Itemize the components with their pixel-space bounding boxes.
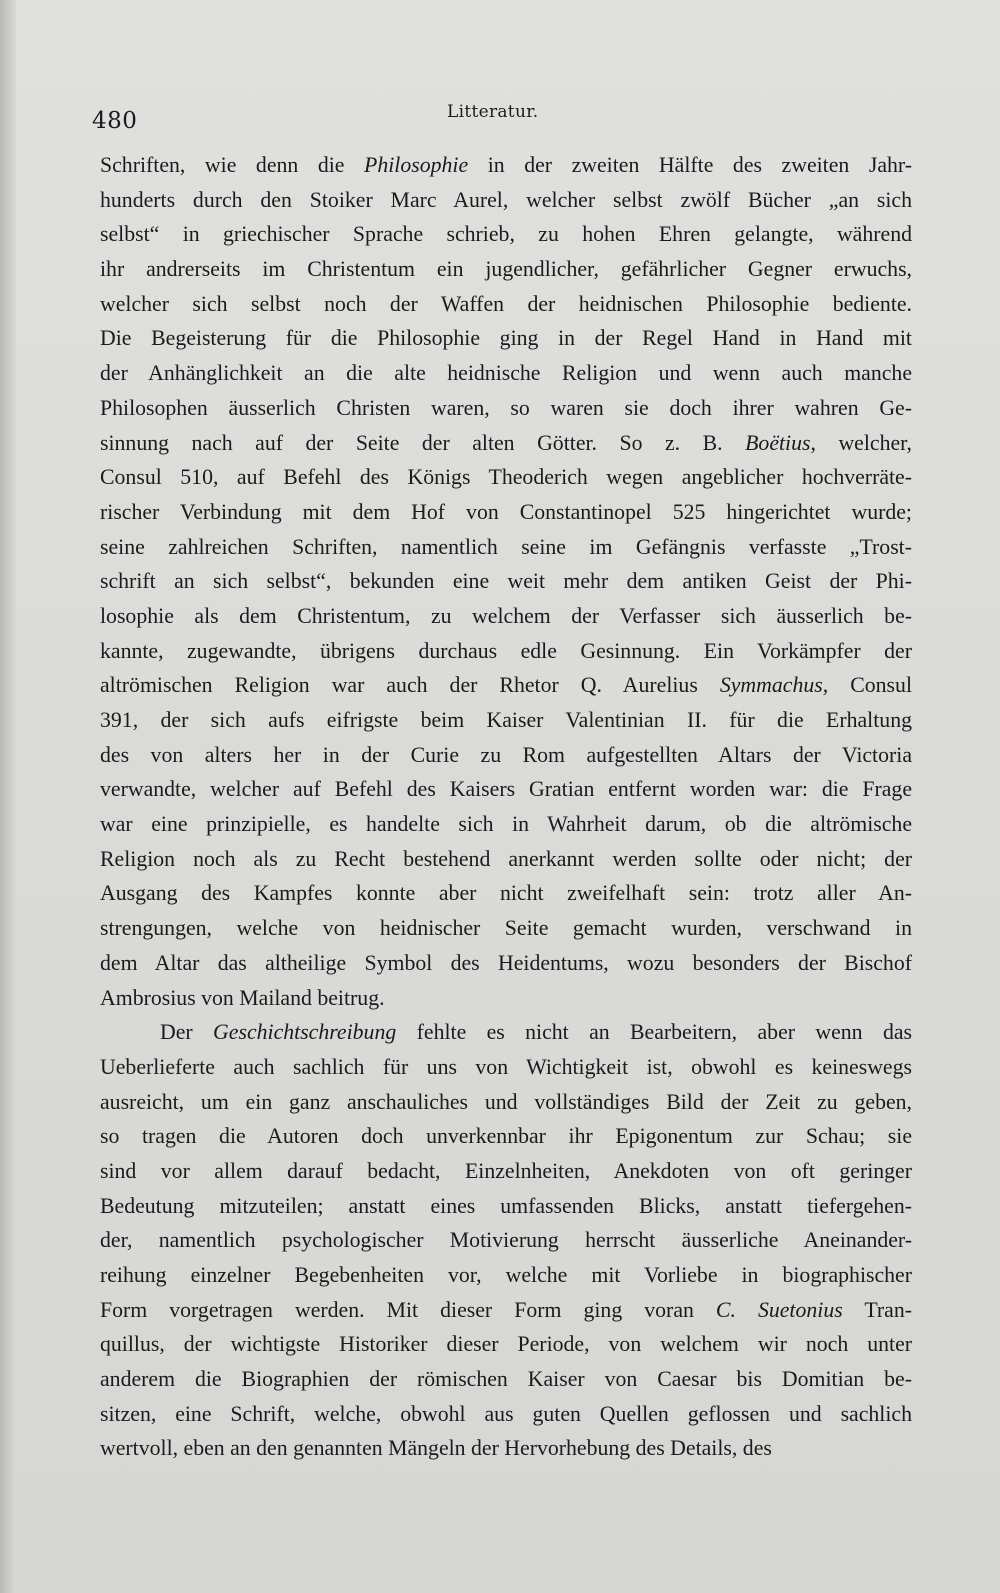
text-run: ausreicht, um ein ganz anschauliches und vollständiges Bild der Zeit zu geben, bbox=[100, 1089, 912, 1114]
text-line bbox=[100, 772, 912, 807]
text-line bbox=[100, 391, 912, 426]
text-run: Ausgang des Kampfes konnte aber nicht zweifelhaft sein: trotz aller An- bbox=[100, 881, 912, 906]
text-run: dem Altar das altheilige Symbol des Heidentums, wozu besonders der Bischof bbox=[100, 950, 912, 975]
text-line bbox=[100, 807, 912, 842]
text-run: war eine prinzipielle, es handelte sich in Wahrheit darum, ob die altrömische bbox=[100, 812, 912, 837]
text-line bbox=[100, 634, 912, 669]
text-run: rischer Verbindung mit dem Hof von Constantinopel 525 hingerichtet wurde; bbox=[100, 499, 912, 524]
text-run: fehlte es nicht an Bearbeitern, aber wenn das bbox=[396, 1020, 912, 1045]
text-line bbox=[100, 1397, 912, 1432]
text-line bbox=[100, 1050, 912, 1085]
page-header bbox=[92, 102, 922, 138]
text-run: Der bbox=[160, 1020, 214, 1045]
text-run: wertvoll, eben an den genannten Mängeln der Hervorhebung des Details, des bbox=[100, 1436, 772, 1461]
text-run: Bedeutung mitzuteilen; anstatt eines umfassenden Blicks, anstatt tiefergehen- bbox=[100, 1193, 912, 1218]
text-line bbox=[100, 356, 912, 391]
text-line bbox=[100, 1085, 912, 1120]
page-number: 480 bbox=[92, 108, 138, 134]
text-run: des von alters her in der Curie zu Rom aufgestellten Altars der Victoria bbox=[100, 742, 912, 767]
text-run: altrömischen Religion war auch der Rhetor Q. Aurelius bbox=[100, 673, 720, 698]
text-line bbox=[100, 564, 912, 599]
text-run: Ueberlieferte auch sachlich für uns von Wichtigkeit ist, obwohl es keineswegs bbox=[100, 1054, 912, 1079]
text-line bbox=[100, 183, 912, 218]
paragraph bbox=[100, 148, 912, 1015]
text-run: hunderts durch den Stoiker Marc Aurel, welcher selbst zwölf Bücher „an sich bbox=[100, 187, 912, 212]
text-run: Religion noch als zu Recht bestehend anerkannt werden sollte oder nicht; der bbox=[100, 846, 912, 871]
text-run: sinnung nach auf der Seite der alten Götter. So z. B. bbox=[100, 430, 746, 455]
text-run: seine zahlreichen Schriften, namentlich seine im Gefängnis verfasste „Trost- bbox=[100, 534, 912, 559]
text-run: Consul bbox=[828, 673, 912, 698]
italic-term: Philosophie bbox=[364, 153, 469, 177]
text-run: , welcher, bbox=[810, 430, 912, 455]
text-run: schrift an sich selbst“, bekunden eine weit mehr dem antiken Geist der Phi- bbox=[100, 569, 912, 594]
text-line bbox=[100, 703, 912, 738]
text-run: Form vorgetragen werden. Mit dieser Form ging voran bbox=[100, 1297, 716, 1322]
text-run: Tran- bbox=[842, 1297, 912, 1322]
text-line bbox=[100, 495, 912, 530]
text-run: sind vor allem darauf bedacht, Einzelnheiten, Anekdoten von oft geringer bbox=[100, 1158, 912, 1183]
text-run: in der zweiten Hälfte des zweiten Jahr- bbox=[468, 153, 912, 177]
text-run: welcher sich selbst noch der Waffen der heidnischen Philosophie bediente. bbox=[100, 291, 912, 316]
text-line bbox=[100, 1293, 912, 1328]
text-line bbox=[100, 1119, 912, 1154]
text-run: Schriften, wie denn die bbox=[100, 153, 365, 177]
text-run: 391, der sich aufs eifrigste beim Kaiser Valentinian II. für die Erhaltung bbox=[100, 708, 912, 732]
text-line bbox=[100, 252, 912, 287]
text-line bbox=[100, 1223, 912, 1258]
text-line bbox=[100, 1154, 912, 1189]
text-line bbox=[100, 911, 912, 946]
text-line bbox=[100, 530, 912, 565]
italic-term: Boëtius bbox=[745, 430, 811, 455]
italic-term: Symmachus, bbox=[719, 673, 829, 698]
text-run: der Anhänglichkeit an die alte heidnische Religion und wenn auch manche bbox=[100, 361, 912, 386]
text-line bbox=[100, 1258, 912, 1293]
paragraph bbox=[100, 1015, 912, 1466]
text-line bbox=[100, 426, 912, 461]
text-run: sitzen, eine Schrift, welche, obwohl aus guten Quellen geflossen und sachlich bbox=[100, 1401, 912, 1426]
text-line bbox=[100, 217, 912, 252]
text-run: Ambrosius von Mailand beitrug. bbox=[100, 985, 385, 1010]
text-run: losophie als dem Christentum, zu welchem der Verfasser sich äusserlich be- bbox=[100, 603, 912, 628]
text-line bbox=[100, 460, 912, 495]
text-line bbox=[100, 1327, 912, 1362]
italic-term: Geschichtschreibung bbox=[213, 1020, 397, 1045]
text-run: strengungen, welche von heidnischer Seite gemacht wurden, verschwand in bbox=[100, 916, 912, 941]
text-run: Die Begeisterung für die Philosophie ging in der Regel Hand in Hand mit bbox=[100, 326, 912, 351]
text-run: Consul 510, auf Befehl des Königs Theoderich wegen angeblicher hochverräte- bbox=[100, 465, 912, 490]
text-run: reihung einzelner Begebenheiten vor, welche mit Vorliebe in biographischer bbox=[100, 1263, 912, 1287]
page-spine-shadow bbox=[0, 0, 16, 1593]
text-run: verwandte, welcher auf Befehl des Kaisers Gratian entfernt worden war: die Frage bbox=[100, 777, 912, 802]
running-title: Litteratur. bbox=[447, 102, 539, 122]
text-run: selbst“ in griechischer Sprache schrieb, zu hohen Ehren gelangte, während bbox=[100, 222, 912, 247]
text-line bbox=[100, 668, 912, 703]
text-run: anderem die Biographien der römischen Kaiser von Caesar bis Domitian be- bbox=[100, 1367, 912, 1392]
text-run: kannte, zugewandte, übrigens durchaus edle Gesinnung. Ein Vorkämpfer der bbox=[100, 638, 912, 663]
text-run: so tragen die Autoren doch unverkennbar ihr Epigonentum zur Schau; sie bbox=[100, 1124, 912, 1149]
text-line bbox=[100, 981, 912, 1016]
text-run: der, namentlich psychologischer Motivierung herrscht äusserliche Aneinander- bbox=[100, 1228, 912, 1253]
text-line bbox=[100, 842, 912, 877]
text-line bbox=[100, 738, 912, 773]
text-line bbox=[100, 287, 912, 322]
text-line bbox=[100, 599, 912, 634]
text-line bbox=[100, 1362, 912, 1397]
text-line bbox=[100, 321, 912, 356]
text-run: ihr andrerseits im Christentum ein jugendlicher, gefährlicher Gegner erwuchs, bbox=[100, 257, 912, 282]
text-line bbox=[100, 946, 912, 981]
text-line bbox=[100, 1015, 912, 1050]
text-line bbox=[100, 148, 912, 183]
body-text bbox=[100, 148, 912, 1466]
text-run: Philosophen äusserlich Christen waren, so waren sie doch ihrer wahren Ge- bbox=[100, 395, 912, 420]
text-line bbox=[100, 876, 912, 911]
italic-term: C. Suetonius bbox=[715, 1297, 843, 1322]
text-run: quillus, der wichtigste Historiker dieser Periode, von welchem wir noch unter bbox=[100, 1332, 912, 1357]
text-line bbox=[100, 1189, 912, 1224]
text-line bbox=[100, 1431, 912, 1466]
